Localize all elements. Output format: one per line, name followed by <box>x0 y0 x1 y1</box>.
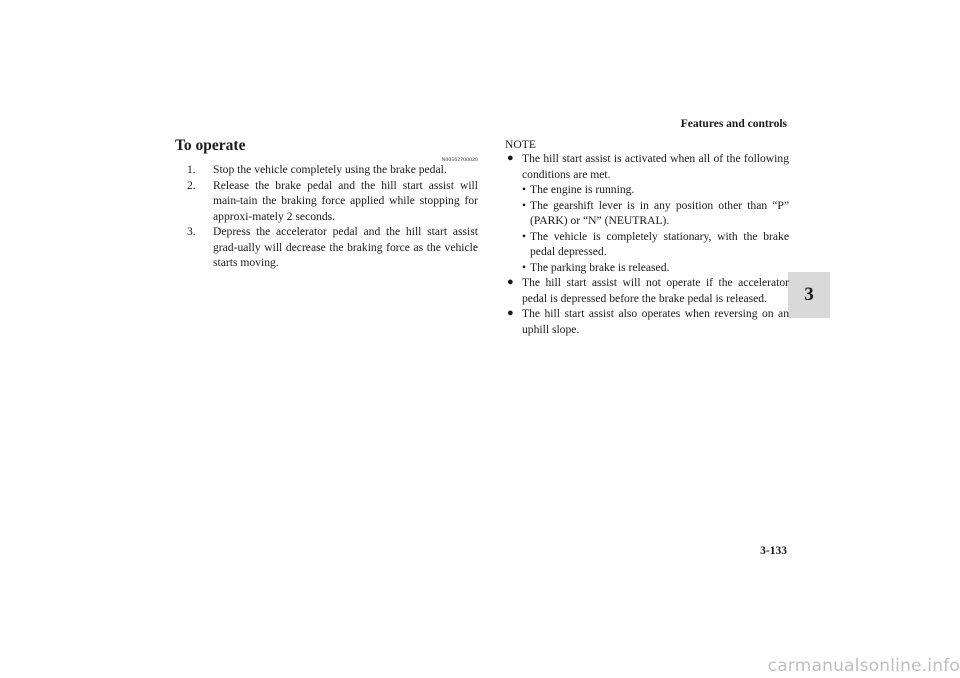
procedure-steps <box>175 162 478 271</box>
section-title-row <box>175 138 478 162</box>
step-text: Release the brake pedal and the hill start assist will main-tain the braking force applied while stopping for approxi-mately 2 seconds. <box>213 178 478 223</box>
note-bullet <box>505 306 789 337</box>
bullet-point-icon: • <box>522 183 527 196</box>
bullet-point-icon: • <box>522 198 527 212</box>
chapter-number: 3 <box>804 284 814 305</box>
condition-item <box>522 198 789 229</box>
condition-item <box>522 229 789 260</box>
step-item <box>187 178 478 225</box>
condition-text: The vehicle is completely stationary, with the brake pedal depressed. <box>530 229 789 258</box>
step-number: 2. <box>187 178 196 192</box>
watermark[interactable]: carmanualsonline.info <box>767 656 960 676</box>
bullet-dot-icon: ● <box>507 152 514 164</box>
bullet-dot-icon: ● <box>507 276 514 288</box>
condition-text: The parking brake is released. <box>530 260 670 274</box>
step-number: 3. <box>187 225 196 238</box>
note-bullet <box>505 151 789 275</box>
bullet-dot-icon: ● <box>507 307 514 319</box>
condition-list <box>522 182 789 275</box>
note-bullet-text: The hill start assist is activated when all of the following conditions are met. <box>522 152 789 181</box>
step-text: Depress the accelerator pedal and the hill start assist grad-ually will decrease the braking force as the vehicle starts moving. <box>213 225 478 269</box>
condition-text: The engine is running. <box>530 183 635 196</box>
section-header: Features and controls <box>680 118 787 130</box>
bullet-point-icon: • <box>522 229 527 243</box>
note-bullet-text: The hill start assist also operates when reversing on an uphill slope. <box>522 307 789 336</box>
step-text: Stop the vehicle completely using the brake pedal. <box>213 163 447 176</box>
condition-item <box>522 260 789 276</box>
reference-code: N00562700020 <box>441 157 478 163</box>
note-bullet-text: The hill start assist will not operate if the accelerator pedal is depressed before the brake pedal is released. <box>522 276 789 305</box>
bullet-point-icon: • <box>522 260 527 274</box>
left-column <box>175 138 478 271</box>
condition-item <box>522 182 789 198</box>
note-heading: NOTE <box>505 138 536 151</box>
condition-text: The gearshift lever is in any position other than “P” (PARK) or “N” (NEUTRAL). <box>530 198 789 227</box>
section-title: To operate <box>175 137 246 154</box>
page-number: 3-133 <box>760 545 787 557</box>
step-number: 1. <box>187 163 196 176</box>
note-bullet <box>505 275 789 306</box>
step-item <box>187 224 478 271</box>
note-column <box>505 138 789 337</box>
chapter-tab <box>788 272 830 318</box>
step-item <box>187 162 478 178</box>
